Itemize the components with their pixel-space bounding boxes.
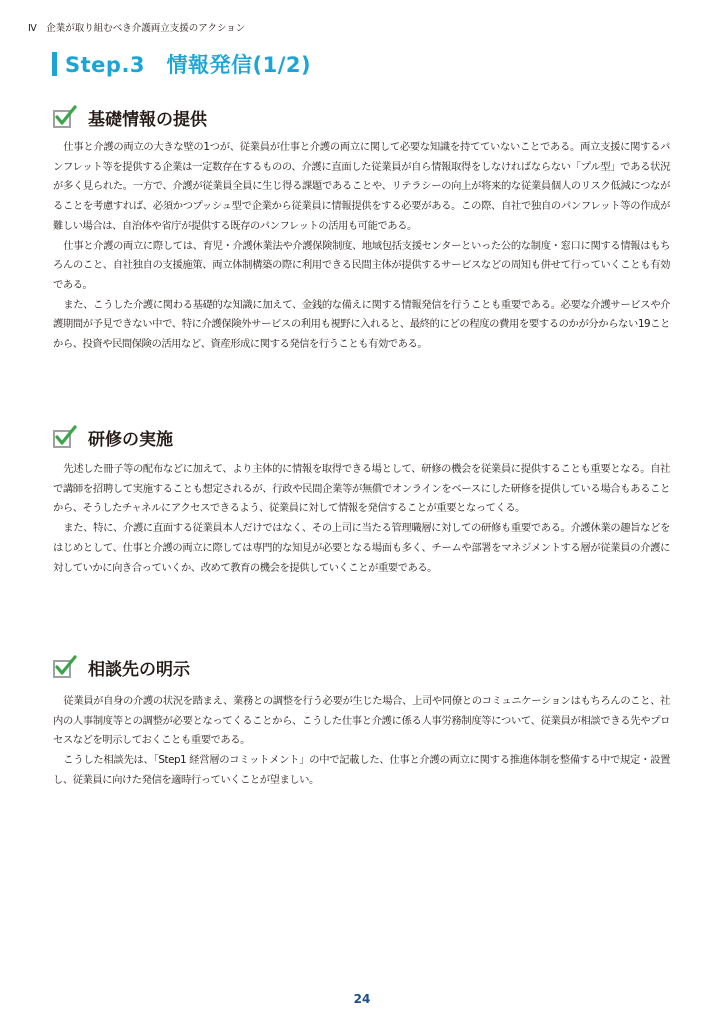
paragraph: 従業員が自身の介護の状況を踏まえ、業務との調整を行う必要が生じた場合、上司や同僚とのコミュニケーションはもちろんのこと、社内の人事制度等との調整が必要となってくることから、こうした仕事と介護に係る人事労務制度等について、従業員が相談できる先やプロセスなどを明示しておくことも重要である。 bbox=[53, 695, 670, 747]
paragraph: 仕事と介護の両立に際しては、育児・介護休業法や介護保険制度、地域包括支援センターといった公的な制度・窓口に関する情報はもちろんのこと、自社独自の支援施策、両立体制構築の際に利用できる民間主体が提供するサービスなどの周知も併せて行っていくことも有効である。 bbox=[53, 239, 670, 291]
checkbox-check-icon bbox=[52, 424, 78, 450]
section-title: 研修の実施 bbox=[88, 429, 173, 450]
paragraph: 先述した冊子等の配布などに加えて、より主体的に情報を取得できる場として、研修の機会を従業員に提供することも重要となる。自社で講師を招聘して実施することも想定されるが、行政や民間企業等が無償でオンラインをベースにした研修を提供している場合もあることから、そうしたチャネルにアクセスできるよう、従業員に対して情報を発信することが重要となってくる。 bbox=[53, 463, 670, 515]
step-title-text: Step.3 情報発信(1/2) bbox=[65, 53, 312, 77]
section-body-basic-info bbox=[53, 138, 670, 355]
paragraph: 仕事と介護の両立の大きな壁の1つが、従業員が仕事と介護の両立に関して必要な知識を持てていないことである。両立支援に関するパンフレット等を提供する企業は一定数存在するものの、介護に直面した従業員が自ら情報取得をしなければならない「プル型」である状況が多く見られた。一方で、介護が従業員全員に生じ得る課題であることや、リテラシーの向上が将来的な従業員個人のリスク低減につながることを考慮すれば、必須かつプッシュ型で企業から従業員に情報提供をする必要がある。この際、自社で独自のパンフレット等の作成が難しい場合は、自治体や省庁が提供する既存のパンフレットの活用も可能である。 bbox=[53, 141, 670, 232]
section-title: 相談先の明示 bbox=[88, 659, 190, 680]
step-title bbox=[52, 50, 311, 78]
section-body-consultation bbox=[53, 692, 670, 791]
paragraph: こうした相談先は、「Step1 経営層のコミットメント」の中で記載した、仕事と介護の両立に関する推進体制を整備する中で規定・設置し、従業員に向けた発信を適時行っていくことが望ましい。 bbox=[53, 754, 670, 786]
section-body-training bbox=[53, 460, 670, 578]
section-heading-training bbox=[52, 424, 173, 450]
page-number: 24 bbox=[353, 992, 371, 1006]
section-heading-consultation bbox=[52, 654, 190, 680]
checkbox-check-icon bbox=[52, 104, 78, 130]
paragraph: また、特に、介護に直面する従業員本人だけではなく、その上司に当たる管理職層に対しての研修も重要である。介護休業の趣旨などをはじめとして、仕事と介護の両立に際しては専門的な知見が必要となる場面も多く、チームや部署をマネジメントする層が従業員の介護に対していかに向き合っていくか、改めて教育の機会を提供していくことが重要である。 bbox=[53, 522, 670, 574]
running-header: Ⅳ 企業が取り組むべき介護両立支援のアクション bbox=[28, 23, 246, 34]
paragraph: また、こうした介護に関わる基礎的な知識に加えて、金銭的な備えに関する情報発信を行うことも重要である。必要な介護サービスや介護期間が予見できない中で、特に介護保険外サービスの利用も視野に入れると、最終的にどの程度の費用を要するのかが分からない19ことから、投資や民間保険の活用など、資産形成に関する発信を行うことも有効である。 bbox=[53, 298, 670, 351]
section-title: 基礎情報の提供 bbox=[88, 109, 207, 130]
checkbox-check-icon bbox=[52, 654, 78, 680]
section-heading-basic-info bbox=[52, 104, 207, 130]
step-title-bar bbox=[52, 52, 57, 76]
